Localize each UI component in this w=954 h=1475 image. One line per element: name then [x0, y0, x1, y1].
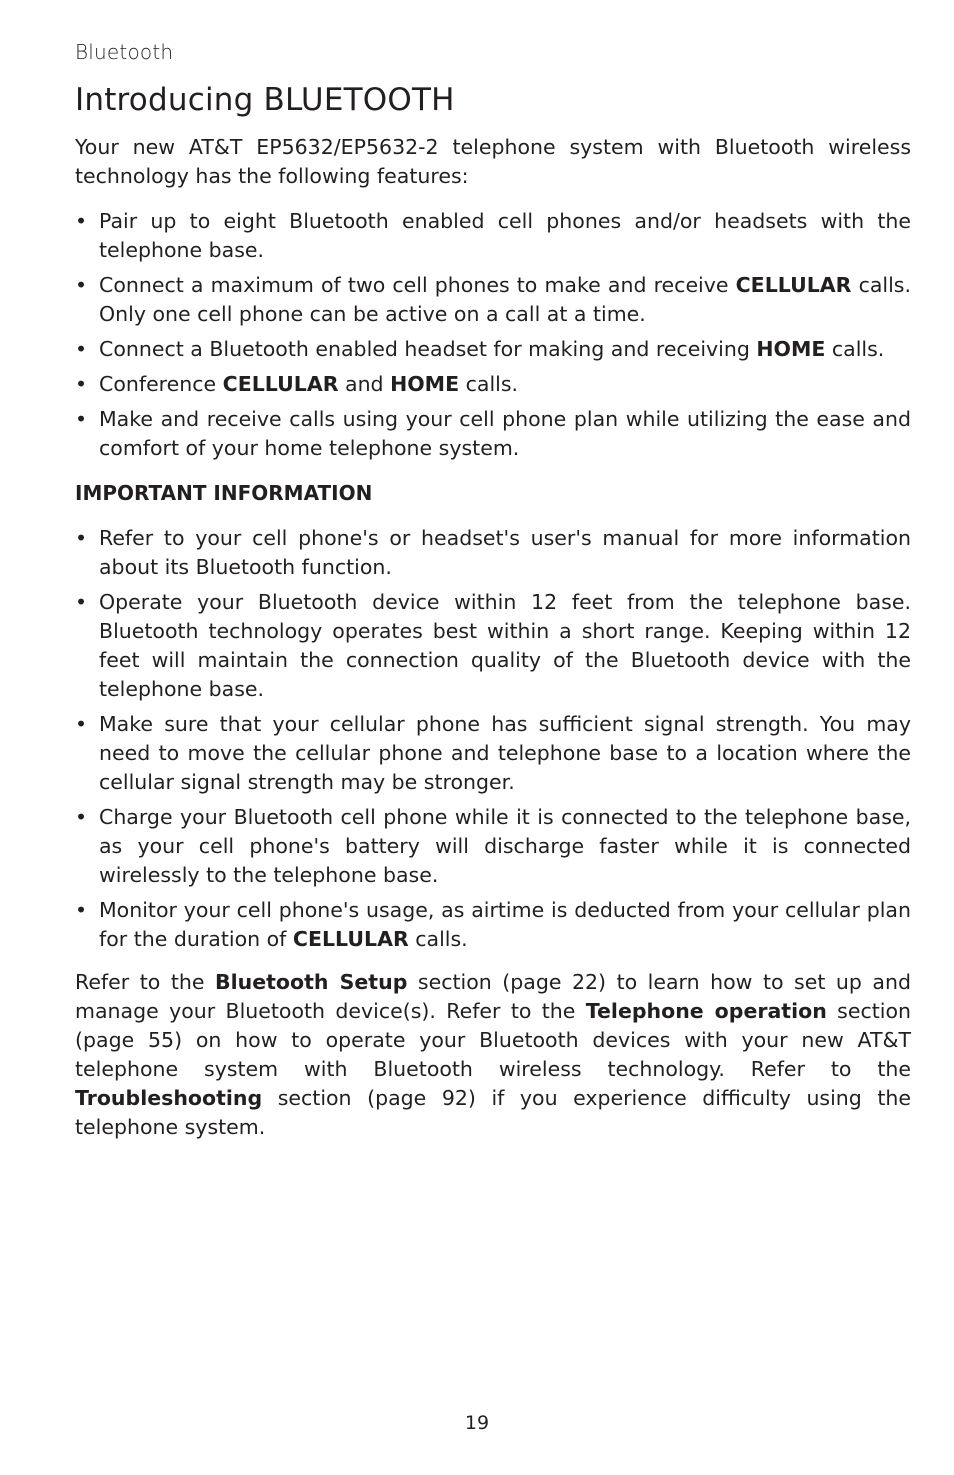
list-item: • Connect a Bluetooth enabled headset for making and receiving HOME calls. — [75, 335, 911, 364]
mode-keyword: HOME — [390, 372, 460, 396]
features-list — [75, 207, 911, 463]
closing-paragraph: Refer to the Bluetooth Setup section (page 22) to learn how to set up and manage your Bluetooth device(s). Refer to the Telephone operation section (page 55) on how to operate your Bluetooth devices with your new AT&T telephone system with Bluetooth wireless technology. Refer to the Troubleshooting section (page 92) if you experience difficulty using the telephone system. — [75, 970, 911, 1139]
section-reference: Telephone operation — [585, 999, 827, 1023]
list-item: • Make and receive calls using your cell phone plan while utilizing the ease and comfort of your home telephone system. — [75, 405, 911, 463]
page-title: Introducing BLUETOOTH — [75, 82, 455, 118]
important-list — [75, 524, 911, 954]
page-content — [75, 133, 911, 1142]
mode-keyword: CELLULAR — [735, 273, 852, 297]
mode-keyword: HOME — [756, 337, 826, 361]
list-item: • Refer to your cell phone's or headset's user's manual for more information about its Bluetooth function. — [75, 524, 911, 582]
list-item: • Charge your Bluetooth cell phone while it is connected to the telephone base, as your cell phone's battery will discharge faster while it is connected wirelessly to the telephone base. — [75, 803, 911, 890]
intro-paragraph: Your new AT&T EP5632/EP5632-2 telephone system with Bluetooth wireless technology has the following features: — [75, 135, 911, 188]
mode-keyword: CELLULAR — [292, 927, 409, 951]
mode-keyword: CELLULAR — [222, 372, 339, 396]
list-item: • Connect a maximum of two cell phones to make and receive CELLULAR calls. Only one cell phone can be active on a call at a time. — [75, 271, 911, 329]
page-number: 19 — [464, 1412, 490, 1434]
list-item: • Operate your Bluetooth device within 12 feet from the telephone base. Bluetooth technology operates best within a short range. Keeping within 12 feet will maintain the connection quality of the Bluetooth device with the telephone base. — [75, 588, 911, 704]
list-item: • Make sure that your cellular phone has sufficient signal strength. You may need to move the cellular phone and telephone base to a location where the cellular signal strength may be stronger. — [75, 710, 911, 797]
important-information-heading: IMPORTANT INFORMATION — [75, 481, 373, 505]
running-head: Bluetooth — [75, 40, 174, 64]
section-reference: Troubleshooting — [75, 1086, 263, 1110]
list-item: • Pair up to eight Bluetooth enabled cell phones and/or headsets with the telephone base. — [75, 207, 911, 265]
list-item: • Conference CELLULAR and HOME calls. — [75, 370, 911, 399]
list-item: • Monitor your cell phone's usage, as airtime is deducted from your cellular plan for the duration of CELLULAR calls. — [75, 896, 911, 954]
section-reference: Bluetooth Setup — [214, 970, 408, 994]
